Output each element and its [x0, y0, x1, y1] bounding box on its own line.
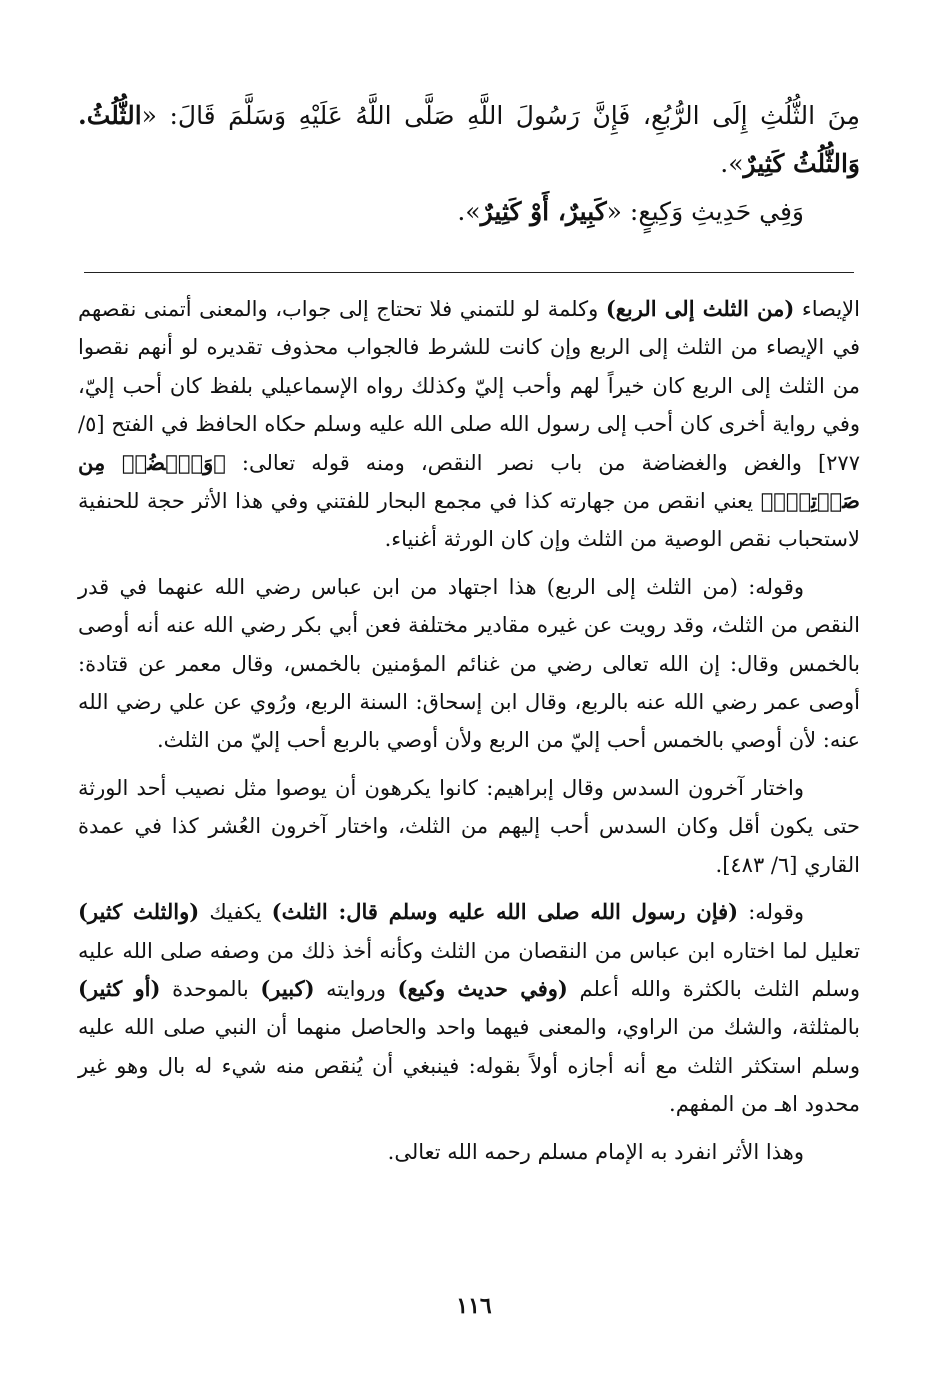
commentary-paragraph-4	[78, 893, 860, 1123]
hadith-text-span: مِنَ الثُّلُثِ إِلَى الرُّبُعِ، فَإِنَّ رَسُولَ اللَّهِ صَلَّى اللَّهُ عَلَيْهِ وَسَلَّمَ قَالَ: «	[141, 101, 860, 130]
commentary-bold: (أو كثير)	[78, 975, 161, 1001]
commentary-paragraph-2: وقوله: (من الثلث إلى الربع) هذا اجتهاد من ابن عباس رضي الله عنهما في قدر النقص من الثلث، وقد رويت عن غيره مقادير مختلفة فعن أبي بكر رضي الله عنه أنه أوصى بالخمس وقال: إن الله تعالى رضي من غنائم المؤمنين بالخمس، وقال معمر عن قتادة: أوصى عمر رضي الله عنه بالربع، وقال ابن إسحاق: السنة الربع، ورُوي عن علي رضي الله عنه: لأن أوصي بالخمس أحب إليّ من الربع ولأن أوصي بالربع أحب إليّ من الثلث.	[78, 574, 860, 753]
hadith-text-span: ».	[457, 197, 481, 226]
hadith-text	[78, 92, 860, 236]
commentary-text: وروايته	[314, 976, 398, 1001]
commentary-text: يكفيك	[199, 900, 272, 925]
section-divider	[84, 272, 854, 273]
commentary-text: بالموحدة	[160, 976, 261, 1001]
commentary-text: وقوله:	[738, 900, 804, 925]
page-number: ١١٦	[456, 1293, 492, 1319]
hadith-text-span: وَفِي حَدِيثِ وَكِيعٍ: «	[606, 197, 804, 226]
commentary-text: وكلمة لو للتمني فلا تحتاج إلى جواب، والمعنى أتمنى نقصهم في الإيصاء من الثلث إلى الربع وإن كانت للشرط فالجواب محذوف تقديره لو أنهم نقصوا من الثلث إلى الربع كان خيراً لهم وأحب إليّ وكذلك رواه الإسماعيلي بلفظ كان أحب إليّ، وفي رواية أخرى كان أحب إلى رسول الله صلى الله عليه وسلم حكاه الحافظ في الفتح [٥/ ٢٧٧] والغض والغضاضة من باب نصر النقص، ومنه قوله تعالى:	[78, 297, 860, 475]
hadith-quote-bold: كَبِيرٌ، أَوْ كَثِيرٌ	[480, 197, 607, 226]
commentary-text: تعليل لما اختاره ابن عباس من النقصان من الثلث وكأنه أخذ ذلك من وصفه صلى الله عليه وسلم الثلث بالكثرة والله أعلم	[78, 938, 860, 1001]
hadith-paragraph-1	[78, 92, 860, 188]
commentary-paragraph-3: واختار آخرون السدس وقال إبراهيم: كانوا يكرهون أن يوصوا مثل نصيب أحد الورثة حتى يكون أقل وكان السدس أحب إليهم من الثلث، واختار آخرون العُشر كذا في عمدة القاري [٦/ ٤٨٣].	[78, 775, 860, 877]
commentary-bold: (فإن رسول الله صلى الله عليه وسلم قال: الثلث)	[271, 899, 739, 925]
commentary-paragraph-5: وهذا الأثر انفرد به الإمام مسلم رحمه الله تعالى.	[387, 1139, 804, 1164]
commentary-paragraph-1	[78, 290, 860, 559]
hadith-text-span: ».	[720, 149, 744, 178]
commentary-bold: (من الثلث إلى الربع)	[605, 296, 795, 321]
commentary-text: يعني انقص من جهارته كذا في مجمع البحار للفتني وفي هذا الأثر حجة للحنفية لاستحباب نقص الوصية من الثلث وإن كان الورثة أغنياء.	[78, 489, 860, 552]
commentary-bold: (والثلث كثير)	[78, 899, 200, 925]
hadith-paragraph-2	[78, 188, 860, 236]
commentary-bold: (وفي حديث وكيع)	[397, 975, 568, 1001]
commentary-bold: (كبير)	[260, 975, 315, 1001]
commentary-text: الإيصاء	[794, 297, 860, 321]
hadith-quote-bold: الثُّلُثُ. وَالثُّلُثُ كَثِيرٌ	[78, 101, 860, 178]
commentary-text: بالمثلثة، والشك من الراوي، والمعنى فيهما واحد والحاصل منهما أن النبي صلى الله عليه وسلم استكثر الثلث مع أنه أجازه أولاً بقوله: فينبغي أن يُنقص منه شيء له بال وهو غير محدود اهـ من المفهم.	[78, 1015, 860, 1117]
quran-verse: ﴿وَٱغۡضُضۡ مِن صَوۡتِكَۚ﴾	[78, 449, 860, 514]
commentary-section	[78, 290, 860, 1180]
